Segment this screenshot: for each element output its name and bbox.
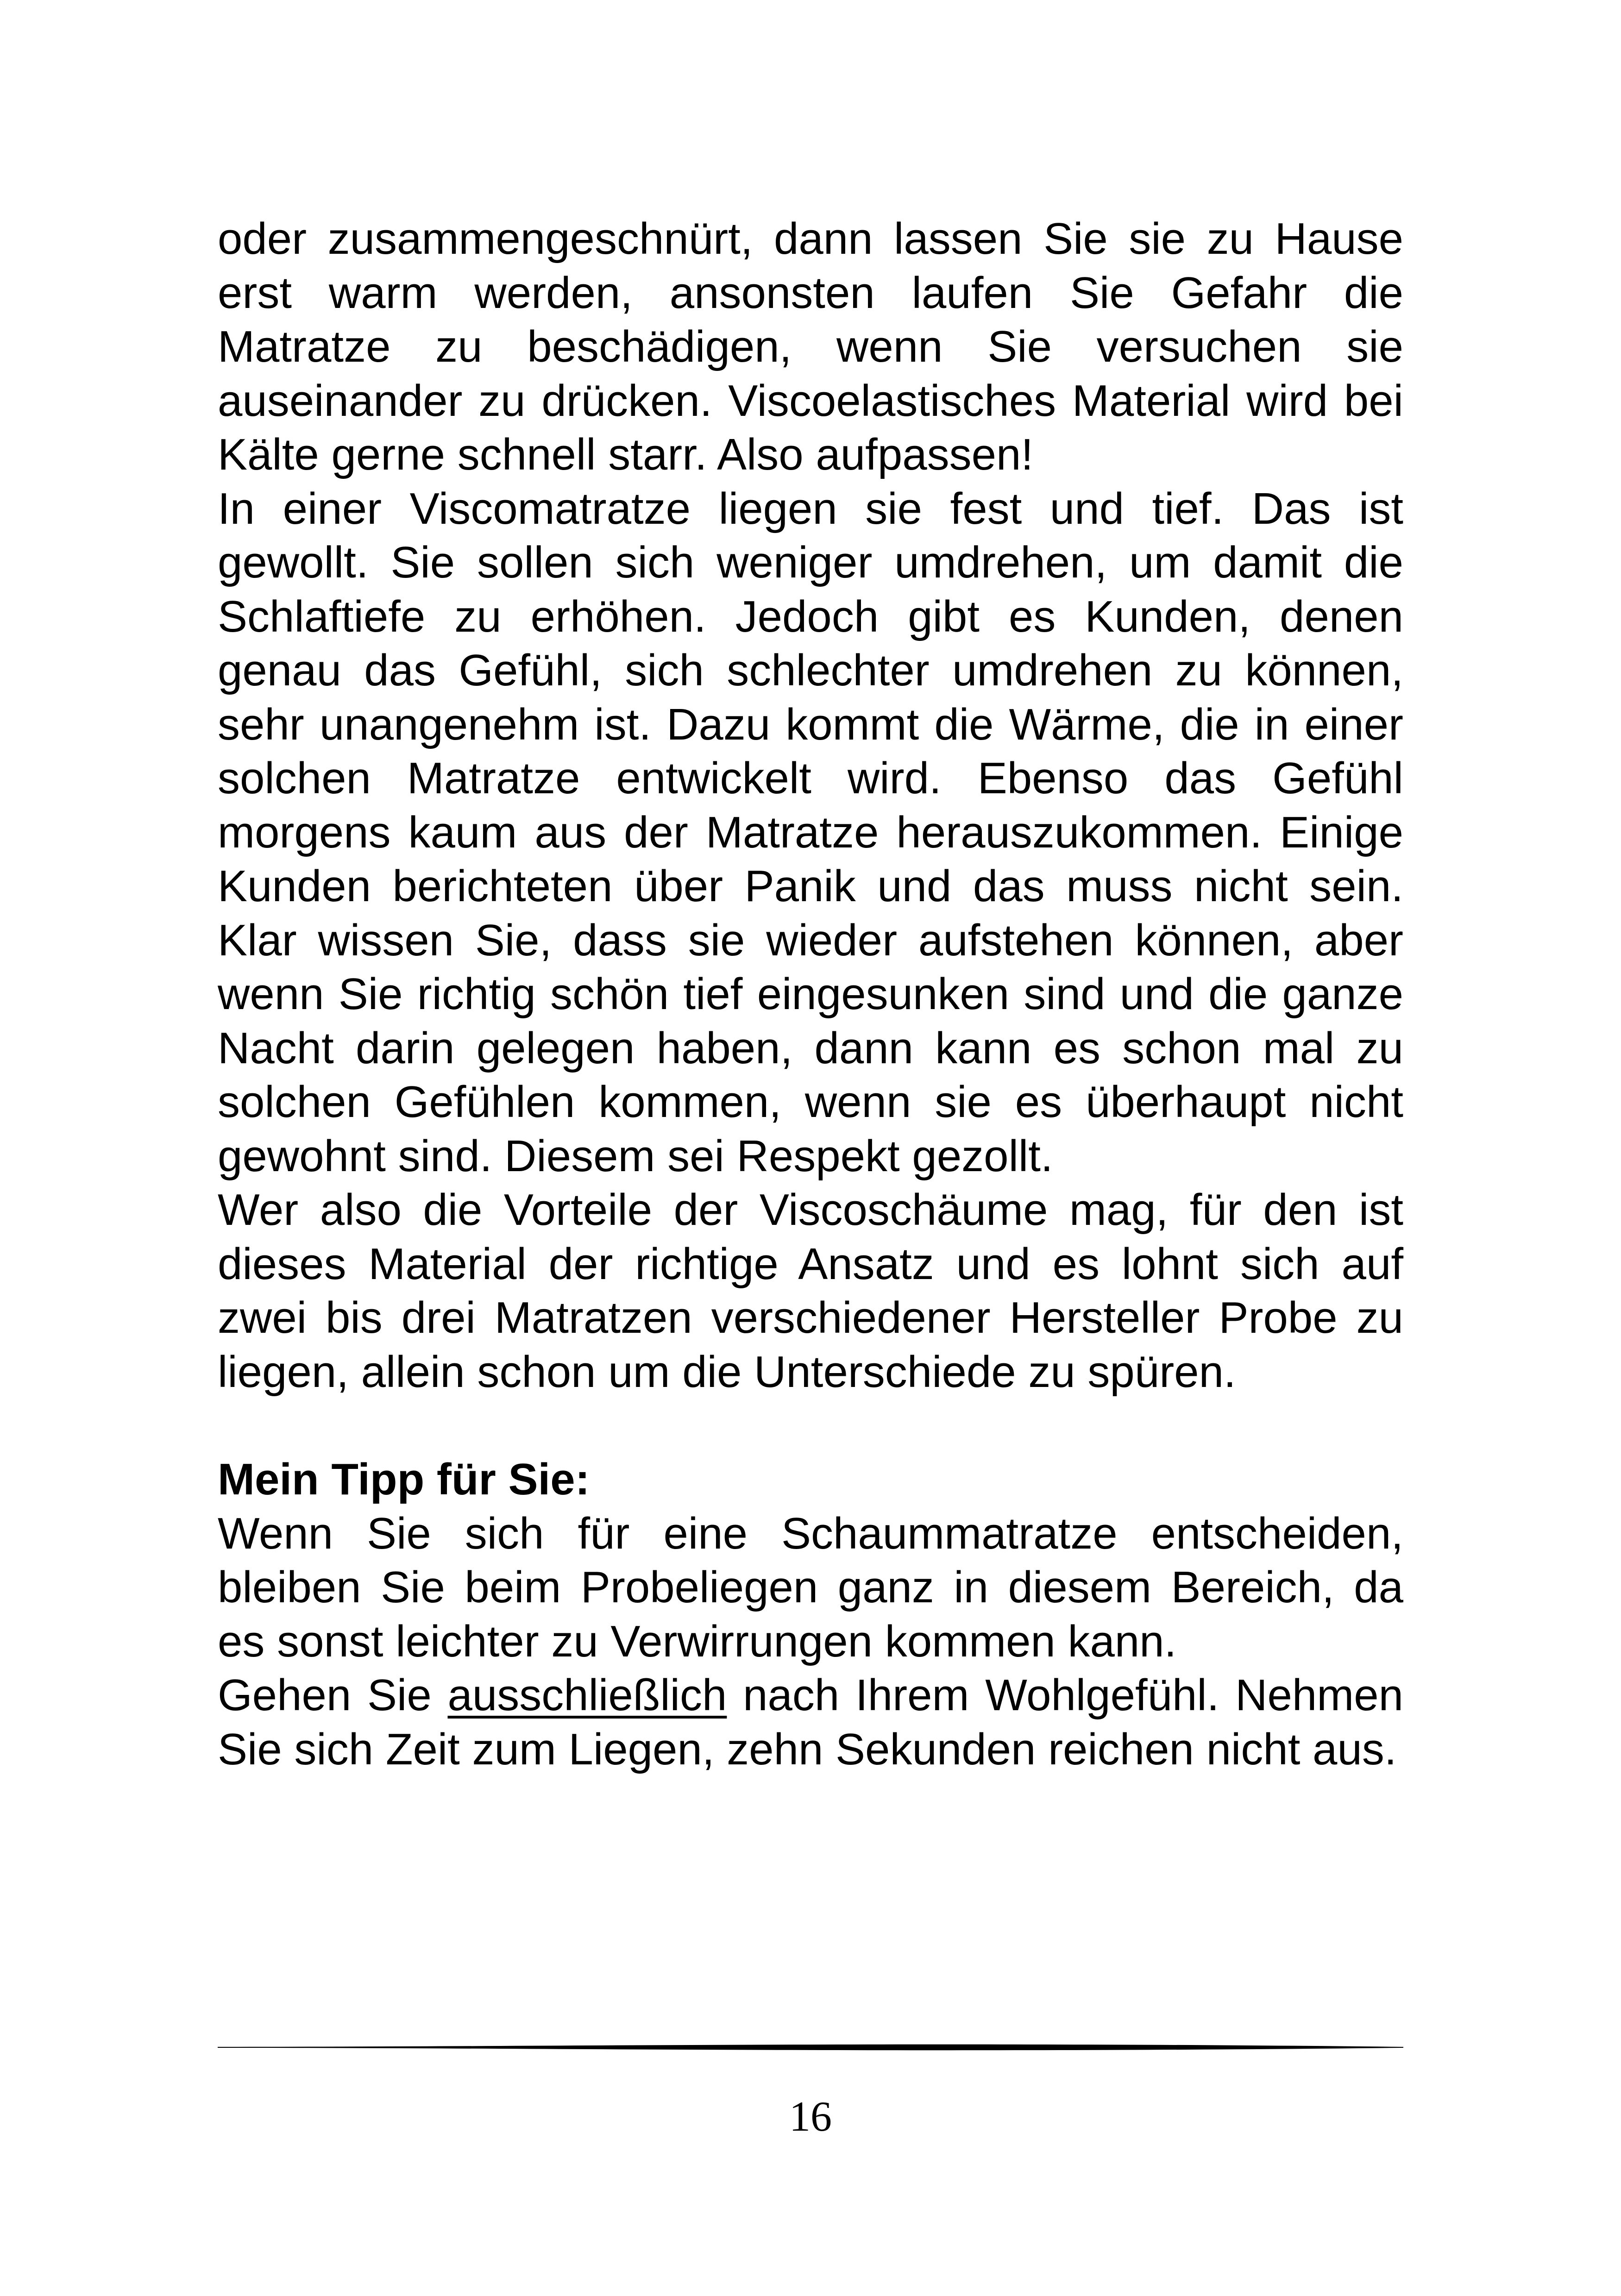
tip-emphasis: ausschließlich bbox=[447, 1670, 727, 1720]
page-content bbox=[218, 212, 1403, 1776]
tip-heading: Mein Tipp für Sie: bbox=[218, 1455, 590, 1504]
body-paragraph-1: oder zusammengeschnürt, dann lassen Sie sie zu Hause erst warm werden, ansonsten laufen Sie Gefahr die Matratze zu beschädigen, wenn Sie versuchen sie auseinander zu drücken. Viscoelastisches Material wird bei Kälte gerne schnell starr. Also aufpassen! bbox=[218, 214, 1403, 479]
footer-divider bbox=[218, 2041, 1403, 2053]
body-paragraph-2: In einer Viscomatratze liegen sie fest und tief. Das ist gewollt. Sie sollen sich weniger umdrehen, um damit die Schlaftiefe zu erhöhen. Jedoch gibt es Kunden, denen genau das Gefühl, sich schlechter umdrehen zu können, sehr unangenehm ist. Dazu kommt die Wärme, die in einer solchen Matratze entwickelt wird. Ebenso das Gefühl morgens kaum aus der Matratze herauszukommen. Einige Kunden berichteten über Panik und das muss nicht sein. Klar wissen Sie, dass sie wieder aufstehen können, aber wenn Sie richtig schön tief eingesunken sind und die ganze Nacht darin gelegen haben, dann kann es schon mal zu solchen Gefühlen kommen, wenn sie es überhaupt nicht gewohnt sind. Diesem sei Respekt gezollt. bbox=[218, 483, 1403, 1181]
tip-paragraph-2-start: Gehen Sie bbox=[218, 1670, 448, 1720]
tip-paragraph-2-end: nach Ihrem Wohlgefühl. Nehmen Sie sich Zeit zum Liegen, zehn Sekunden reichen nicht aus. bbox=[218, 1670, 1404, 1774]
footer-divider-swash bbox=[218, 2045, 1403, 2051]
tip-paragraph-1: Wenn Sie sich für eine Schaummatratze entscheiden, bleiben Sie beim Probeliegen ganz in diesem Bereich, da es sonst leichter zu Verwirrungen kommen kann. bbox=[218, 1508, 1403, 1666]
page-number: 16 bbox=[789, 2093, 832, 2140]
body-paragraph-3: Wer also die Vorteile der Viscoschäume mag, für den ist dieses Material der richtige Ansatz und es lohnt sich auf zwei bis drei Matratzen verschiedener Hersteller Probe zu liegen, allein schon um die Unterschiede zu spüren. bbox=[218, 1185, 1403, 1397]
tip-paragraph-2 bbox=[218, 1669, 1403, 1776]
